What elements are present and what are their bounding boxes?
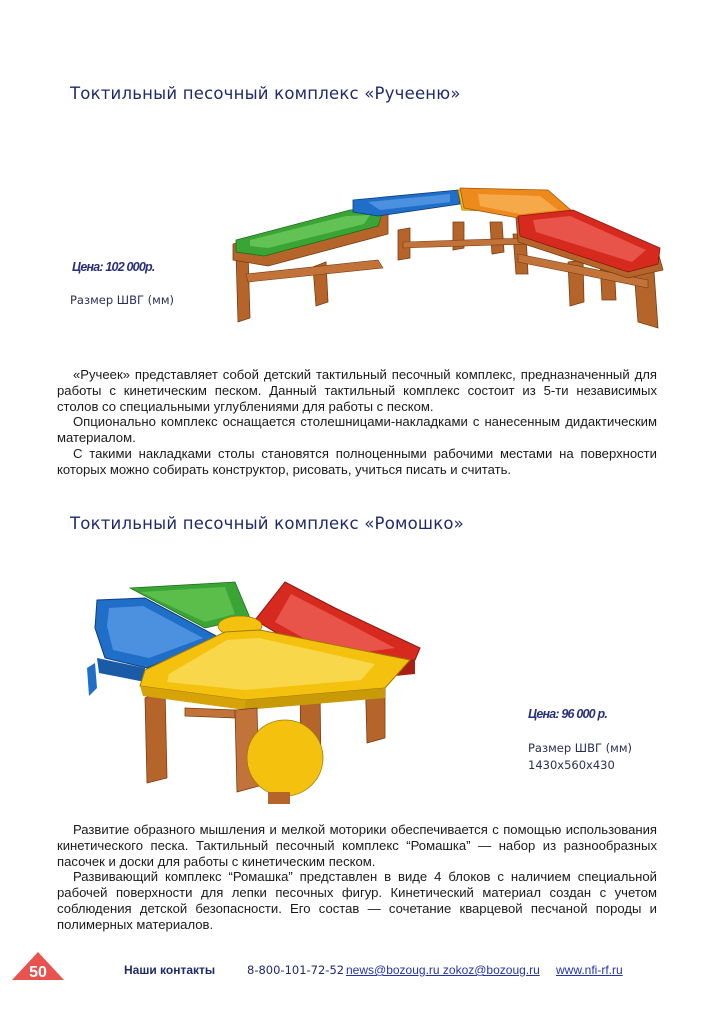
rucheek-sand-table-image bbox=[228, 182, 668, 332]
page-number: 50 bbox=[29, 964, 47, 980]
section2-price: Цена: 96 000 р. bbox=[528, 707, 608, 721]
section2-paragraph: Развитие образного мышления и мелкой моторики обеспечивается с помощью использования кинетического песка. Тактильный песочный комплекс “Ромашка” — набор из разнообразных пасочек и доски для работы с кинетическим песком. bbox=[57, 822, 657, 869]
romashka-sand-table-image bbox=[85, 578, 425, 808]
section1-body bbox=[57, 367, 657, 478]
footer-website-link[interactable]: www.nfi-rf.ru bbox=[556, 963, 623, 977]
footer-contacts-label: Наши контакты bbox=[124, 963, 216, 977]
section2-size-value: 1430х560х430 bbox=[528, 758, 615, 772]
footer-email-link[interactable]: news@bozoug.ru zokoz@bozoug.ru bbox=[346, 963, 540, 977]
section2-title: Токтильный песочный комплекс «Ромошко» bbox=[70, 514, 464, 533]
section2-body bbox=[57, 822, 657, 933]
section1-price: Цена: 102 000р. bbox=[72, 260, 155, 274]
section2-paragraph: Развивающий комплекс “Ромашка” представлен в виде 4 блоков с наличием специальной рабочей поверхности для лепки песочных фигур. Кинетический материал создан с учетом соблюдения детской безопасности. Его состав — сочетание кварцевой песчаной породы и полимерных материалов. bbox=[57, 869, 657, 932]
section1-paragraph: «Ручеек» представляет собой детский тактильный песочный комплекс, предназначенный для работы с кинетическим песком. Данный тактильный комплекс состоит из 5-ти независимых столов со специальными углублениями для работы с песком. bbox=[57, 367, 657, 414]
page-number-badge bbox=[10, 950, 66, 980]
section1-paragraph: С такими накладками столы становятся полноценными рабочими местами на поверхности которых можно собирать конструктор, рисовать, учиться писать и считать. bbox=[57, 445, 657, 477]
section1-size-label: Размер ШВГ (мм) bbox=[70, 293, 174, 307]
section1-paragraph: Опционально комплекс оснащается столешницами-накладками с нанесенным дидактическим материалом. bbox=[57, 414, 657, 446]
section1-title: Токтильный песочный комплекс «Ручееню» bbox=[70, 84, 461, 103]
footer-phone[interactable]: 8-800-101-72-52 bbox=[247, 963, 345, 977]
section2-size-label: Размер ШВГ (мм) bbox=[528, 741, 632, 755]
